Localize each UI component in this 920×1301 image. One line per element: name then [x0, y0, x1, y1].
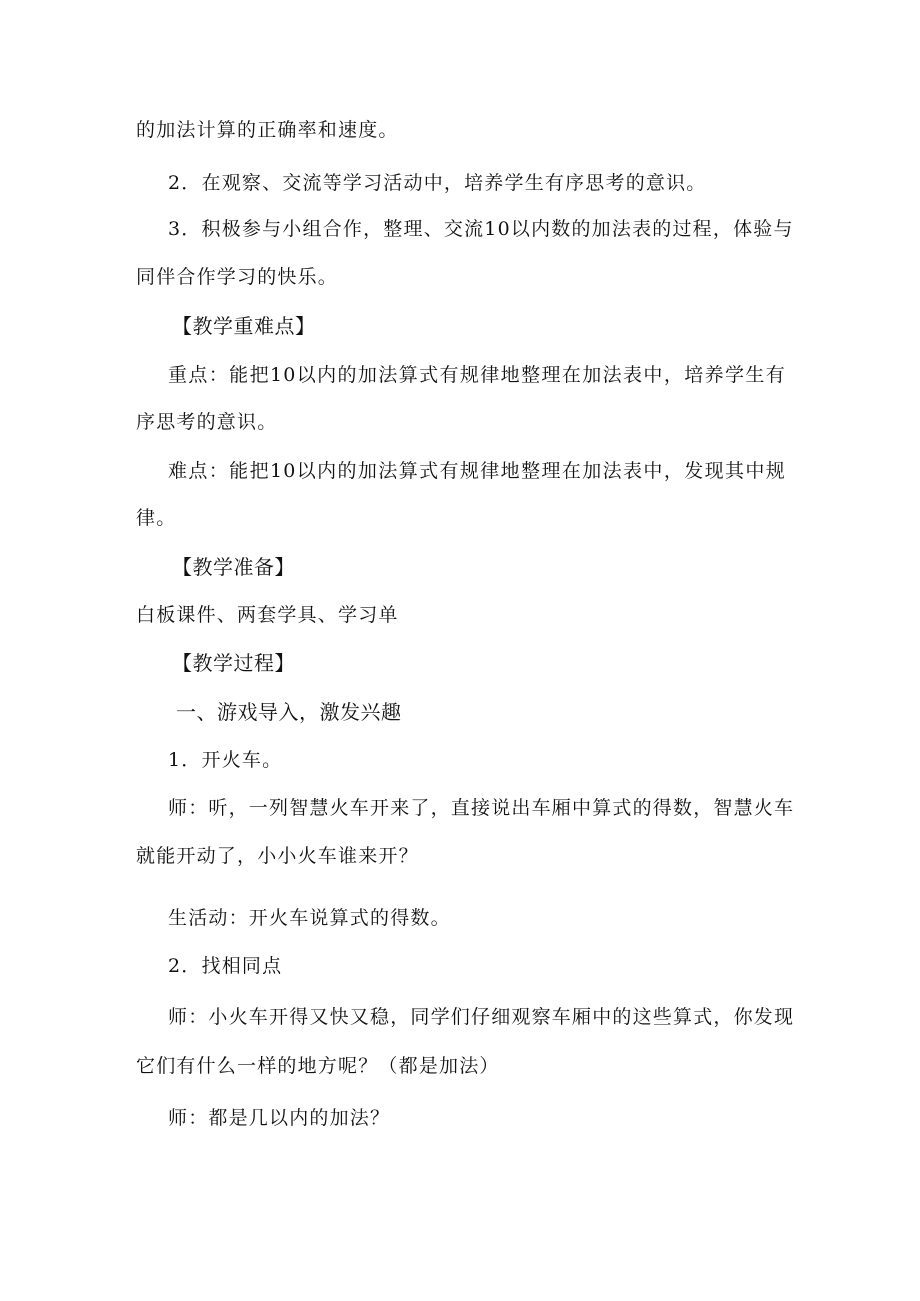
difficult-point-paragraph: 难点：能把10以内的加法算式有规律地整理在加法表中，发现其中规	[168, 460, 786, 482]
key-point-continuation: 序思考的意识。	[136, 411, 278, 433]
key-point-paragraph: 重点：能把10以内的加法算式有规律地整理在加法表中，培养学生有	[168, 364, 786, 386]
goal-3: 3．积极参与小组合作，整理、交流10以内数的加法表的过程，体验与	[168, 218, 794, 240]
preparation-text: 白板课件、两套学具、学习单	[136, 604, 399, 626]
teacher-line-1-continuation: 就能开动了，小小火车谁来开？	[136, 845, 419, 867]
section-heading-preparation: 【教学准备】	[172, 555, 295, 579]
goal-1-continuation: 的加法计算的正确率和速度。	[136, 119, 399, 141]
part-one-title: 一、游戏导入，激发兴趣	[176, 700, 402, 724]
section-heading-key-points: 【教学重难点】	[172, 314, 316, 338]
student-activity: 生活动：开火车说算式的得数。	[168, 907, 451, 929]
teacher-line-2: 师：小火车开得又快又稳，同学们仔细观察车厢中的这些算式，你发现	[168, 1006, 795, 1028]
teacher-line-3: 师：都是几以内的加法？	[168, 1107, 391, 1129]
goal-3-continuation: 同伴合作学习的快乐。	[136, 266, 339, 288]
step-2-title: 2．找相同点	[168, 955, 283, 977]
difficult-point-continuation: 律。	[136, 507, 177, 529]
section-heading-process: 【教学过程】	[172, 651, 295, 675]
step-1-title: 1．开火车。	[168, 749, 283, 771]
goal-2: 2．在观察、交流等学习活动中，培养学生有序思考的意识。	[168, 172, 707, 194]
teacher-line-1: 师：听，一列智慧火车开来了，直接说出车厢中算式的得数，智慧火车	[168, 797, 795, 819]
teacher-line-2-continuation: 它们有什么一样的地方呢？（都是加法）	[136, 1055, 500, 1077]
